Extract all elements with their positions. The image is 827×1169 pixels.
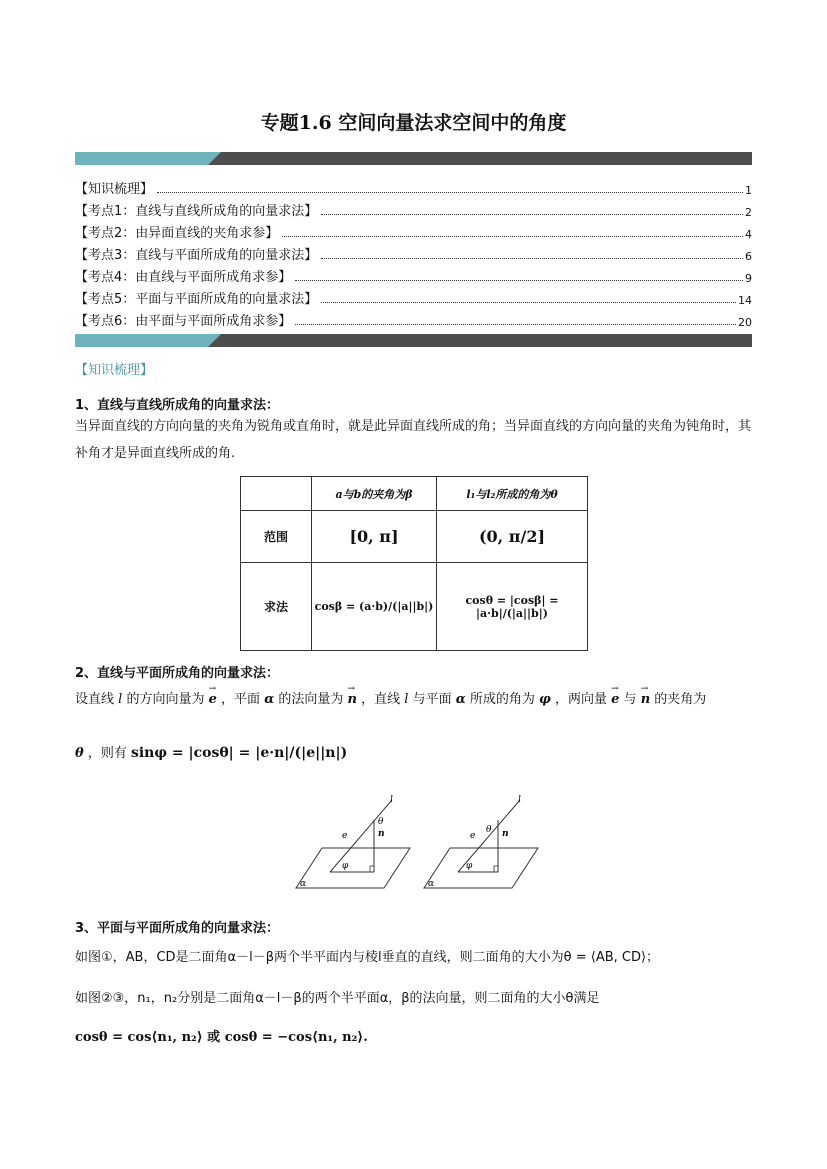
section-3-line-1: 如图①，AB，CD是二面角α－l－β两个半平面内与棱l垂直的直线，则二面角的大小为θ = ⟨AB, CD⟩； bbox=[75, 950, 660, 965]
symbol-theta: θ bbox=[75, 746, 84, 761]
table-range-vector: [0, π] bbox=[312, 511, 437, 563]
table-range-line: (0, π/2] bbox=[437, 511, 588, 563]
section-3-heading: 3、平面与平面所成角的向量求法： bbox=[75, 921, 280, 936]
toc-item[interactable] bbox=[75, 287, 752, 307]
section-1-paragraph: 当异面直线的方向向量的夹角为锐角或直角时，就是此异面直线所成的角；当异面直线的方向向量的夹角为钝角时，其补角才是异面直线所成的角. bbox=[75, 419, 752, 461]
toc-item-page: 6 bbox=[745, 250, 752, 263]
table-row-label-range: 范围 bbox=[241, 511, 312, 563]
toc-item-label: 【考点1：直线与直线所成角的向量求法】 bbox=[75, 204, 318, 219]
fig-label-alpha: α bbox=[428, 879, 435, 889]
angle-comparison-table bbox=[240, 476, 588, 651]
vector-n: → n bbox=[641, 686, 650, 714]
toc-item-label: 【考点5：平面与平面所成角的向量求法】 bbox=[75, 292, 318, 307]
section-2-formula-line bbox=[75, 740, 755, 767]
section-2-paragraph bbox=[75, 686, 755, 714]
table-formula-vector: cosβ = (a·b)/(|a||b|) bbox=[312, 563, 437, 651]
table-header-vector-angle: a与b的夹角为β bbox=[312, 477, 437, 511]
page-title: 专题1.6 空间向量法求空间中的角度 bbox=[260, 112, 567, 134]
text-fragment: 设直线 bbox=[75, 692, 115, 707]
toc-item[interactable] bbox=[75, 199, 752, 219]
fig-label-l: l bbox=[518, 795, 521, 805]
toc-item-page: 2 bbox=[745, 206, 752, 219]
toc-item-label: 【考点2：由异面直线的夹角求参】 bbox=[75, 226, 279, 241]
symbol-phi: φ bbox=[539, 692, 551, 707]
fig-label-n: n bbox=[502, 829, 509, 839]
vector-e: → e bbox=[611, 686, 619, 714]
vector-e: → e bbox=[209, 686, 217, 714]
text-fragment: ，直线 bbox=[361, 692, 401, 707]
toc-item-label: 【考点4：由直线与平面所成角求参】 bbox=[75, 270, 292, 285]
fig-label-e: e bbox=[470, 831, 476, 841]
knowledge-label: 【知识梳理】 bbox=[75, 363, 154, 378]
text-fragment: ，平面 bbox=[221, 692, 261, 707]
toc-item-page: 9 bbox=[745, 272, 752, 285]
symbol-l: l bbox=[404, 692, 409, 707]
table-header-line-angle: l₁与l₂所成的角为θ bbox=[437, 477, 588, 511]
text-fragment: 与平面 bbox=[412, 692, 452, 707]
table-row-label-method: 求法 bbox=[241, 563, 312, 651]
fig-label-theta: θ bbox=[486, 825, 492, 835]
toc-item-label: 【考点3：直线与平面所成角的向量求法】 bbox=[75, 248, 318, 263]
table-formula-line: cosθ = |cosβ| = |a·b|/(|a||b|) bbox=[437, 563, 588, 651]
toc-item-label: 【考点6：由平面与平面所成角求参】 bbox=[75, 314, 292, 329]
header-divider-bar bbox=[75, 152, 752, 165]
section-1-heading: 1、直线与直线所成角的向量求法： bbox=[75, 398, 280, 413]
section-3-line-2: 如图②③，n₁，n₂分别是二面角α－l－β的两个半平面α，β的法向量，则二面角的大小θ满足 bbox=[75, 991, 600, 1006]
section-2-heading: 2、直线与平面所成角的向量求法： bbox=[75, 666, 280, 681]
text-fragment: ，两向量 bbox=[554, 692, 607, 707]
text-fragment: 的法向量为 bbox=[278, 692, 344, 707]
line-plane-figure-2 bbox=[420, 790, 540, 892]
line-plane-figure-1 bbox=[292, 790, 412, 892]
toc-item-page: 4 bbox=[745, 228, 752, 241]
toc-item[interactable] bbox=[75, 243, 752, 263]
toc-item-label: 【知识梳理】 bbox=[75, 182, 154, 197]
toc-item[interactable] bbox=[75, 309, 752, 329]
text-fragment: 所成的角为 bbox=[469, 692, 535, 707]
fig-label-phi: φ bbox=[466, 861, 473, 871]
section-3-line-3: cosθ = cos⟨n₁, n₂⟩ 或 cosθ = −cos⟨n₁, n₂⟩. bbox=[75, 1030, 368, 1045]
vector-n: → n bbox=[348, 686, 357, 714]
fig-label-l: l bbox=[390, 795, 393, 805]
line-plane-angle-formula: sinφ = |cosθ| = |e·n|/(|e||n|) bbox=[130, 745, 348, 761]
symbol-alpha: α bbox=[264, 692, 275, 707]
toc-item-page: 14 bbox=[738, 294, 752, 307]
toc-divider-bar bbox=[75, 334, 752, 347]
toc-item-page: 1 bbox=[745, 184, 752, 197]
fig-label-n: n bbox=[378, 829, 385, 839]
toc-item[interactable] bbox=[75, 265, 752, 285]
toc-item[interactable] bbox=[75, 177, 752, 197]
text-fragment: 的夹角为 bbox=[654, 692, 707, 707]
fig-label-theta: θ bbox=[378, 817, 384, 827]
fig-label-alpha: α bbox=[300, 879, 307, 889]
fig-label-e: e bbox=[342, 831, 348, 841]
text-fragment: 与 bbox=[623, 692, 637, 707]
fig-label-phi: φ bbox=[342, 861, 349, 871]
symbol-alpha: α bbox=[455, 692, 466, 707]
table-corner-cell bbox=[241, 477, 312, 511]
symbol-l: l bbox=[118, 692, 123, 707]
toc-item[interactable] bbox=[75, 221, 752, 241]
text-fragment: 的方向向量为 bbox=[126, 692, 205, 707]
text-fragment: ，则有 bbox=[87, 746, 127, 761]
toc-item-page: 20 bbox=[738, 316, 752, 329]
